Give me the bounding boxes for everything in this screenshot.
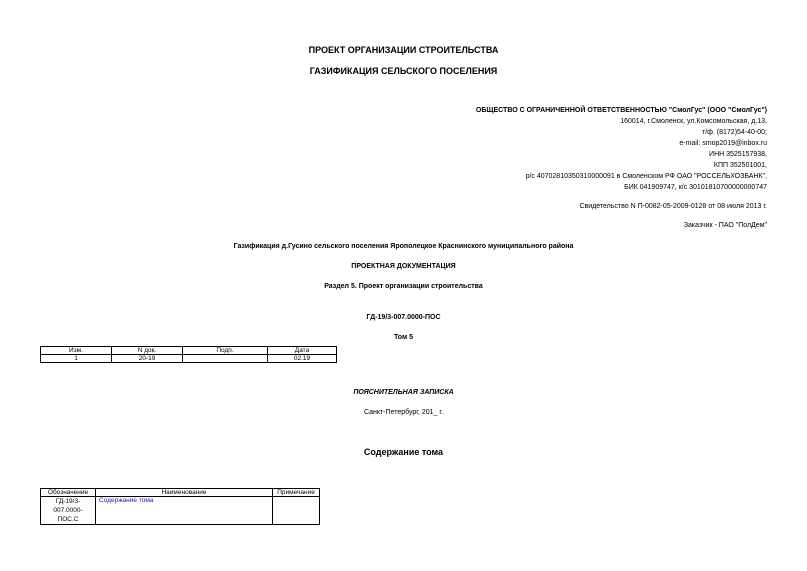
changes-cell [183,355,268,363]
contents-name-cell [96,497,273,525]
changes-cell: 1 [41,355,112,363]
document-title: ПРОЕКТ ОРГАНИЗАЦИИ СТРОИТЕЛЬСТВА [308,45,499,55]
changes-header-cell: N док. [112,347,183,355]
contents-table [40,488,320,525]
company-kpp: КПП 352501001, [713,162,767,169]
changes-table-header [41,347,337,355]
contents-link[interactable]: Содержание тома [99,497,154,504]
project-section: Раздел 5. Проект организации строительства [324,283,483,290]
company-inn: ИНН 3525157938, [709,151,767,158]
company-address: 160014, г.Смоленск, ул.Комсомольская, д.13, [620,118,767,125]
project-name: Газификация д.Гусино сельского поселения Ярополецкое Краснинского муниципального района [233,243,574,250]
contents-header-cell: Обозначение [41,489,96,497]
company-email: e-mail: smop2019@inbox.ru [679,140,767,147]
changes-header-cell: Изм. [41,347,112,355]
table-row [41,497,320,525]
note-place-date: Санкт-Петербург, 201_ г. [363,409,444,416]
project-code: ГД-19/3-007.0000-ПОС [366,314,441,321]
contents-note-cell [273,497,320,525]
contents-header-cell: Наименование [96,489,273,497]
document-subtitle: ГАЗИФИКАЦИЯ СЕЛЬСКОГО ПОСЕЛЕНИЯ [309,66,498,76]
customer: Заказчик - ПАО "ПолДем" [683,222,767,229]
company-name: ОБЩЕСТВО С ОГРАНИЧЕННОЙ ОТВЕТСТВЕННОСТЬЮ "СмолГус" (ООО "СмолГус") [475,107,767,114]
project-volume: Том 5 [393,334,414,341]
contents-title: Содержание тома [363,447,444,457]
changes-table [40,346,337,363]
project-doc-type: ПРОЕКТНАЯ ДОКУМЕНТАЦИЯ [351,263,456,270]
table-row [41,355,337,363]
changes-header-cell: Дата [268,347,337,355]
contents-code-cell: ГД-19/3-007.0000-ПОС.С [41,497,96,525]
company-account: р/с 40702810350310000091 в Смоленском РФ ОАО "РОССЕЛЬХОЗБАНК", [525,173,767,180]
company-bik: БИК 041909747, к/с 30101810700000000747 [624,184,767,191]
company-certificate: Свидетельство N П-0082-05-2009-0128 от 08 июля 2013 г. [579,203,767,210]
note-title: ПОЯСНИТЕЛЬНАЯ ЗАПИСКА [353,389,454,396]
changes-cell: 02.19 [268,355,337,363]
contents-header-cell: Примечание [273,489,320,497]
changes-header-cell: Подп. [183,347,268,355]
changes-cell: 20-19 [112,355,183,363]
company-phone: т/ф. (8172)54-40-00; [702,129,767,136]
contents-table-header [41,489,320,497]
